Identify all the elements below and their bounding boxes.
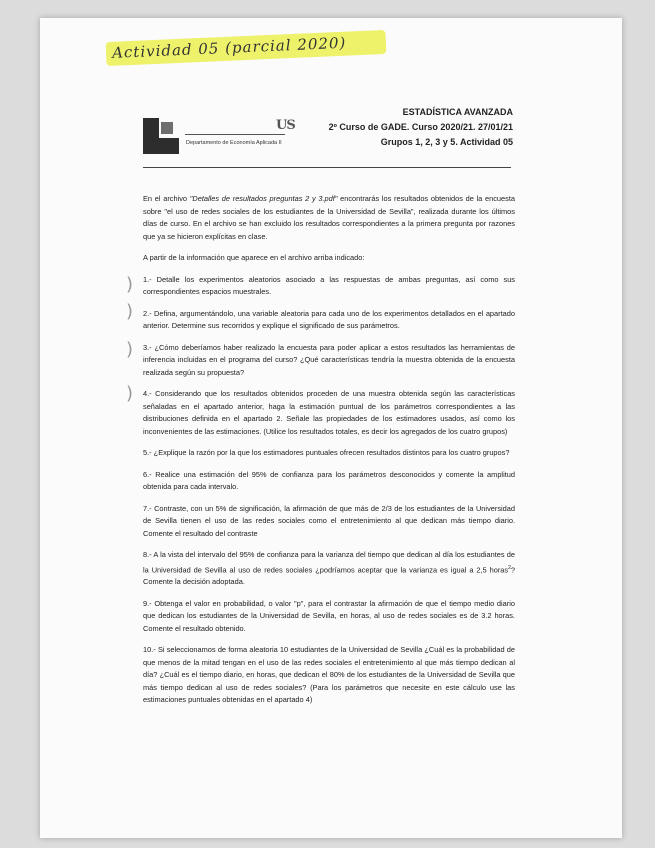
- question-8: 8.- A la vista del intervalo del 95% de confianza para la varianza del tiempo que dedican al día los estudiantes de la Universidad de Sevilla al uso de redes sociales ¿podríamos aceptar que la varianza es igual a 2,5 horas$^2$? Comente la decisión adoptada.: [143, 550, 515, 587]
- groups-line: Grupos 1, 2, 3 y 5. Actividad 05: [380, 137, 513, 147]
- subject-title: ESTADÍSTICA AVANZADA: [402, 107, 513, 117]
- question-5: 5.- ¿Explique la razón por la que los estimadores puntuales ofrecen resultados distintos para los cuatro grupos?: [143, 448, 510, 457]
- intro-paragraph: En el archivo "Detalles de resultados preguntas 2 y 3.pdf" encontrarás los resultados obtenidos de la encuesta sobre "el uso de redes sociales de los estudiantes de la Universidad de Sevilla", realizada durante los últimos días de curso. En el archivo se han excluido los resultados correspondientes a la primera pregunta por razones que ya se hicieron explícitas en clase.: [143, 194, 515, 241]
- pencil-mark: ): [126, 339, 134, 360]
- document-header: [329, 105, 513, 150]
- question-3: 3.- ¿Cómo deberíamos haber realizado la encuesta para poder aplicar a estos resultados las herramientas de inferencia incluidas en el programa del curso? ¿Qué características tendría la muestra obtenida de la encuesta realizada según su propuesta?: [143, 342, 515, 377]
- question-9: 9.- Obtenga el valor en probabilidad, o valor "p", para el contrastar la afirmación de que el tiempo medio diario que dedican los estudiantes de la Universidad de Sevilla, en horas, al uso de redes sociales es de 3.2 horas. Comente el resultado obtenido.: [143, 598, 515, 633]
- header-rule: [143, 167, 511, 168]
- department-line: [185, 134, 285, 135]
- department-name: Departamento de Economía Aplicada II: [186, 140, 282, 146]
- course-line: 2º Curso de GADE. Curso 2020/21. 27/01/21: [328, 122, 513, 132]
- question-7: 7.- Contraste, con un 5% de significación, la afirmación de que más de 2/3 de los estudiantes de la Universidad de Sevilla tienen el uso de las redes sociales como el entretenimiento al que dedican más tiempo diario. Comente el resultado del contraste: [143, 503, 515, 538]
- question-4: 4.- Considerando que los resultados obtenidos proceden de una muestra obtenida según las características señaladas en el apartado anterior, haga la estimación puntual de los parámetros correspondientes a las distribuciones definida en el apartado 2. Señale las propiedades de los estimadores usados, así como los inconvenientes de las estimaciones. (Utilice los resultados totales, es decir los agregados de los cuatro grupos): [143, 389, 515, 436]
- question-1: 1.- Detalle los experimentos aleatorios asociado a las respuestas de ambas preguntas, así como sus correspondientes espacios muestrales.: [143, 274, 515, 296]
- question-2: 2.- Defina, argumentándolo, una variable aleatoria para cada uno de los experimentos detallados en el apartado anterior. Determine sus recorridos y explique el significado de sus parámetros.: [143, 308, 515, 330]
- pencil-mark: ): [126, 274, 134, 295]
- pencil-mark: ): [126, 383, 134, 404]
- handwritten-note: Actividad 05 (parcial 2020): [111, 33, 347, 62]
- question-6: 6.- Realice una estimación del 95% de confianza para los parámetros desconocidos y comente la amplitud obtenida para cada intervalo.: [143, 469, 515, 491]
- document-body: [143, 193, 515, 716]
- us-logo-mark: US: [276, 118, 295, 133]
- pencil-mark: ): [126, 301, 134, 322]
- lead-paragraph: A partir de la información que aparece en el archivo arriba indicado:: [143, 253, 365, 262]
- university-logo: [143, 118, 179, 154]
- question-10: 10.- Si seleccionamos de forma aleatoria 10 estudiantes de la Universidad de Sevilla ¿Cuál es la probabilidad de que menos de la mitad tengan en el uso de las redes sociales el entretenimiento al que más tiempo dedican al día? ¿Cuál es el tiempo diario, en horas, que dedican el 80% de los estudiantes de la Universidad de Sevilla que más tiempo dedican al uso de redes sociales? (Para los parámetros que necesite en este cálculo use las estimaciones puntuales obtenidas en el apartado 4): [143, 645, 515, 705]
